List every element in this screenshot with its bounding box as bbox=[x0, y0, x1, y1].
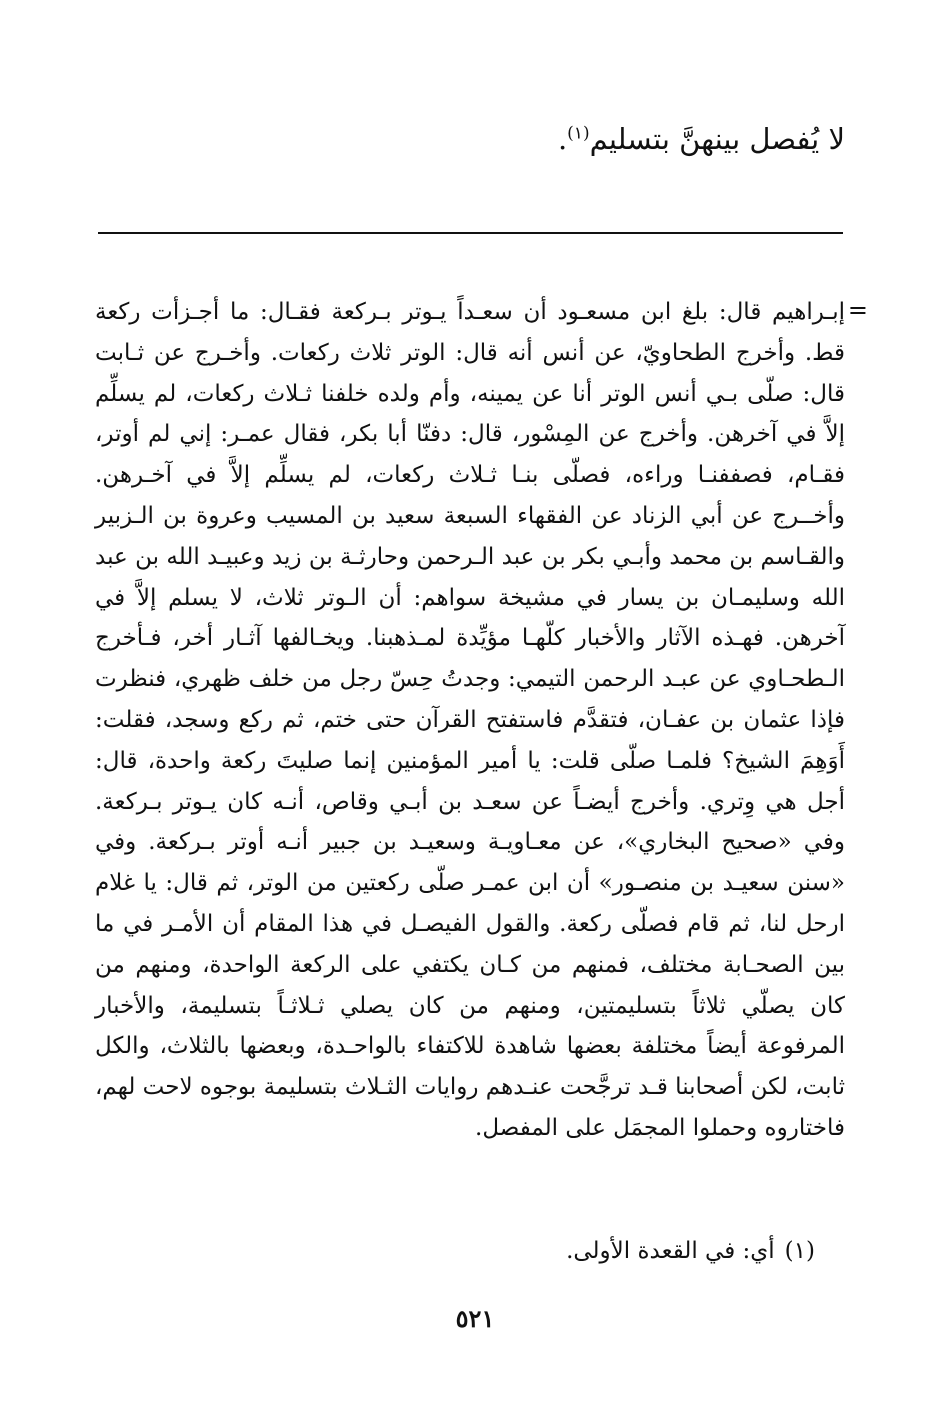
footnote-number: (١) bbox=[784, 1238, 815, 1264]
footnote-text: أي: في القعدة الأولى. bbox=[566, 1238, 775, 1264]
footnote-separator-rule bbox=[98, 232, 843, 234]
continuation-mark: = bbox=[847, 296, 868, 324]
main-text-content: لا يُفصل بينهنَّ بتسليم bbox=[589, 122, 845, 156]
footnote-item bbox=[566, 1235, 815, 1267]
main-text-end: . bbox=[557, 122, 568, 156]
main-text-line bbox=[100, 118, 845, 160]
page-number: ٥٢١ bbox=[455, 1304, 495, 1333]
footnote-continuation-text: إبـراهيم قال: بلغ ابن مسعـود أن سعـداً يـوتر بـركعة فقـال: ما أجـزأت ركعة قط. وأخرج الطحاويّ، عن أنس أنه قال: الوتر ثلاث ركعات. وأخـرج عن ثـابت قال: صلّى بـي أنس الوتر أنا عن يمينه، وأم ولده خلفنا ثـلاث ركعات، لم يسلِّم إلاَّ في آخرهن. وأخرج عن المِسْور، قال: دفنّا أبا بكر، فقال عمـر: إني لم أوتر، فقـام، فصففنـا وراءه، فصلّى بنـا ثـلاث ركعات، لم يسلِّم إلاَّ في آخـرهن. وأخــرج عن أبي الزناد عن الفقهاء السبعة سعيد بن المسيب وعروة بن الـزبير والقـاسم بن محمد وأبـي بكر بن عبد الـرحمن وحارثـة بن زيد وعبيـد الله بن عبد الله وسليمـان بن يسار في مشيخة سواهم: أن الـوتر ثلاث، لا يسلم إلاَّ في آخرهن. فهـذه الآثار والأخبار كلّهـا مؤيِّدة لمـذهبنا. ويخـالفها آثـار أخر، فـأخرج الـطحـاوي عن عبـد الرحمن التيمي: وجدتُ حِسّ رجل من خلف ظهري، فنظرت فإذا عثمان بن عفـان، فتقدَّم فاستفتح القرآن حتى ختم، ثم ركع وسجد، فقلت: أَوَهِمَ الشيخ؟ فلمـا صلّى قلت: يا أمير المؤمنين إنما صليتَ ركعة واحدة، قال: أجل هي وِتري. وأخرج أيضـاً عن سعـد بن أبـي وقاص، أنـه كان يـوتر بـركعة. وفي «صحيح البخاري»، عن معـاويـة وسعيـد بن جبير أنـه أوتر بـركعة. وفي «سنن سعيـد بن منصـور» أن ابن عمـر صلّى ركعتين من الوتر، ثم قال: يا غلام ارحل لنا، ثم قام فصلّى ركعة. والقول الفيصـل في هذا المقام أن الأمـر في ما بين الصحـابة مختلف، فمنهم من كـان يكتفي على الركعة الواحدة، ومنهم من كان يصلّي ثلاثاً بتسليمتين، ومنهم من كان يصلي ثـلاثـاً بتسليمة، والأخبار المرفوعة أيضاً مختلفة بعضها شاهدة للاكتفاء بالواحـدة، وبعضها بالثلاث، والكل ثابت، لكن أصحابنا قـد ترجَّحت عنـدهم روايات الثـلاث بتسليمة بوجوه لاحت لهم، فاختاروه وحملوا المجمَل على المفصل. bbox=[95, 299, 845, 1141]
footnote-reference: (١) bbox=[567, 123, 590, 144]
